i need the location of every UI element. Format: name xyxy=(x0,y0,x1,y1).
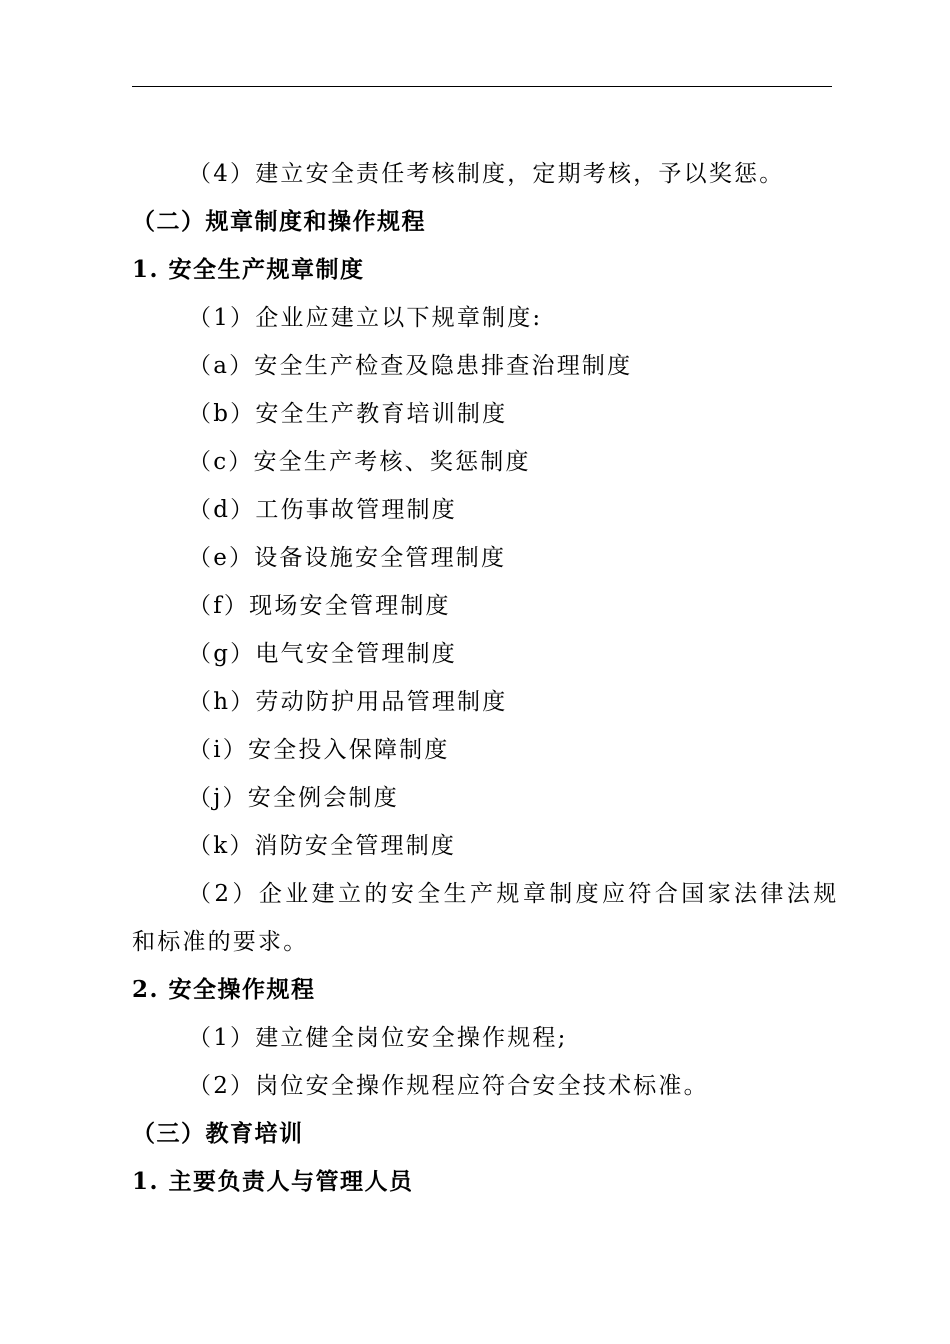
list-item-b: （b）安全生产教育培训制度 xyxy=(188,401,508,427)
list-item-f: （f）现场安全管理制度 xyxy=(188,593,451,619)
paragraph-procedures-1: （1）建立健全岗位安全操作规程; xyxy=(188,1025,568,1051)
list-item-c: （c）安全生产考核、奖惩制度 xyxy=(188,449,531,475)
paragraph-procedures-2: （2）岗位安全操作规程应符合安全技术标准。 xyxy=(188,1073,709,1099)
list-item-d: （d）工伤事故管理制度 xyxy=(188,497,457,523)
section-heading-rules-procedures: （二）规章制度和操作规程 xyxy=(132,208,426,235)
list-item-e: （e）设备设施安全管理制度 xyxy=(188,545,507,571)
list-item-k: （k）消防安全管理制度 xyxy=(188,833,457,859)
subsection-heading-responsible-persons: 1. 主要负责人与管理人员 xyxy=(132,1168,414,1195)
document-body xyxy=(132,150,840,1206)
paragraph-compliance-line-1: （2）企业建立的安全生产规章制度应符合国家法律法规 xyxy=(188,881,840,907)
header-rule xyxy=(132,86,832,87)
paragraph-compliance-line-2: 和标准的要求。 xyxy=(132,929,309,955)
list-item-i: （i）安全投入保障制度 xyxy=(188,737,450,763)
subsection-heading-operating-procedures: 2. 安全操作规程 xyxy=(132,976,316,1003)
paragraph-assessment-system: （4）建立安全责任考核制度，定期考核，予以奖惩。 xyxy=(188,161,785,187)
section-heading-education-training: （三）教育培训 xyxy=(132,1120,304,1147)
list-item-j: （j）安全例会制度 xyxy=(188,785,399,811)
list-item-h: （h）劳动防护用品管理制度 xyxy=(188,689,508,715)
list-item-g: （g）电气安全管理制度 xyxy=(188,641,457,667)
list-item-a: （a）安全生产检查及隐患排查治理制度 xyxy=(188,353,633,379)
subsection-heading-safety-rules: 1. 安全生产规章制度 xyxy=(132,256,365,283)
paragraph-rules-intro: （1）企业应建立以下规章制度: xyxy=(188,305,543,331)
